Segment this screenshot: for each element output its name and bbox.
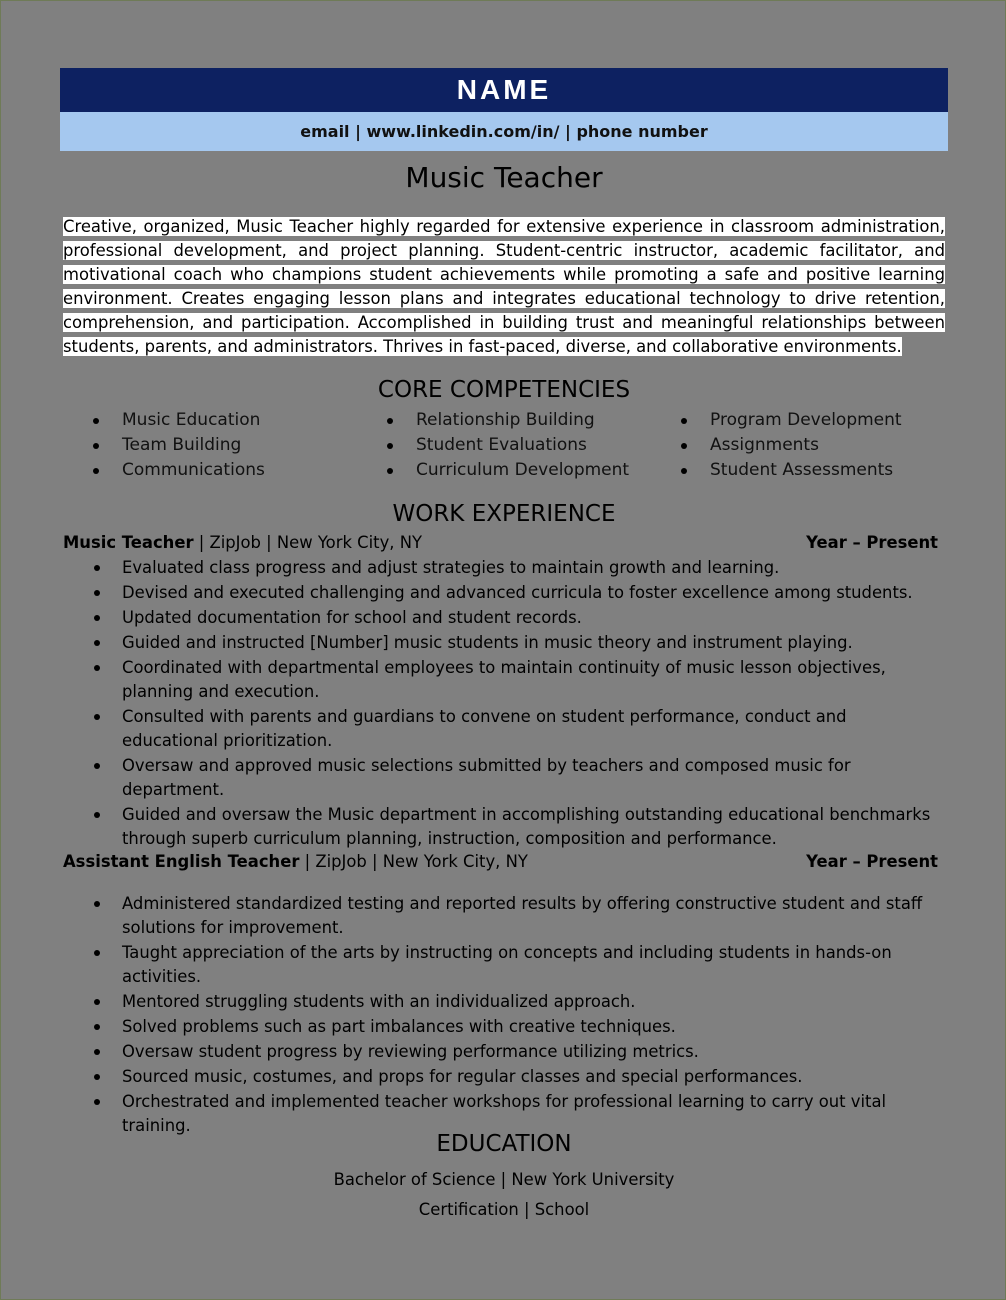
list-item: Coordinated with departmental employees to maintain continuity of music lesson objectives, planning and execution. [92, 656, 942, 704]
list-item: Oversaw and approved music selections submitted by teachers and composed music for department. [92, 754, 942, 802]
contact-banner [60, 112, 948, 151]
bullet-icon [387, 418, 393, 424]
bullet-icon [93, 443, 99, 449]
job-details: | ZipJob | New York City, NY [299, 852, 528, 871]
job-header [63, 852, 938, 871]
list-item: Solved problems such as part imbalances with creative techniques. [92, 1015, 942, 1039]
resume-title: Music Teacher [405, 161, 603, 194]
bullet-icon [94, 665, 100, 671]
candidate-name: NAME [456, 74, 552, 105]
list-item: Administered standardized testing and reported results by offering constructive student and staff solutions for improvement. [92, 892, 942, 940]
competency-item: Curriculum Development [387, 458, 629, 483]
bullet-icon [94, 950, 100, 956]
competency-item: Relationship Building [387, 408, 629, 433]
bullet-icon [94, 763, 100, 769]
bullet-icon [94, 1099, 100, 1105]
list-item: Consulted with parents and guardians to convene on student performance, conduct and educational prioritization. [92, 705, 942, 753]
bullet-icon [681, 468, 687, 474]
competency-column-2 [387, 408, 629, 483]
bullet-icon [93, 418, 99, 424]
competency-item: Communications [93, 458, 265, 483]
list-item: Updated documentation for school and student records. [92, 606, 942, 630]
bullet-icon [94, 640, 100, 646]
education-certification: Certification | School [418, 1200, 590, 1219]
bullet-icon [94, 999, 100, 1005]
list-item: Evaluated class progress and adjust strategies to maintain growth and learning. [92, 556, 942, 580]
bullet-icon [681, 443, 687, 449]
job-bullets [92, 556, 942, 852]
bullet-icon [94, 1024, 100, 1030]
bullet-icon [94, 590, 100, 596]
job-details: | ZipJob | New York City, NY [193, 533, 422, 552]
bullet-icon [387, 443, 393, 449]
list-item: Guided and oversaw the Music department in accomplishing outstanding educational benchmarks through superb curriculum planning, instruction, composition and performance. [92, 803, 942, 851]
bullet-icon [94, 812, 100, 818]
list-item: Taught appreciation of the arts by instructing on concepts and including students in hands-on activities. [92, 941, 942, 989]
list-item: Sourced music, costumes, and props for regular classes and special performances. [92, 1065, 942, 1089]
competency-column-3 [681, 408, 902, 483]
bullet-icon [94, 901, 100, 907]
bullet-icon [94, 1074, 100, 1080]
competency-item: Assignments [681, 433, 902, 458]
bullet-icon [94, 565, 100, 571]
bullet-icon [681, 418, 687, 424]
competency-item: Student Evaluations [387, 433, 629, 458]
education-degree: Bachelor of Science | New York University [333, 1170, 675, 1189]
professional-summary [63, 215, 945, 359]
summary-text: Creative, organized, Music Teacher highly regarded for extensive experience in classroom administration, professional development, and project planning. Student-centric instructor, academic facilitator, and motivational coach who champions student achievements while promoting a safe and positive learning environment. Creates engaging lesson plans and integrates educational technology to drive retention, comprehension, and participation. Accomplished in building trust and meaningful relationships between students, parents, and administrators. Thrives in fast-paced, diverse, and collaborative environments. [63, 217, 945, 356]
competency-item: Student Assessments [681, 458, 902, 483]
competency-item: Music Education [93, 408, 265, 433]
job-dates: Year – Present [806, 533, 938, 552]
bullet-icon [94, 615, 100, 621]
list-item: Orchestrated and implemented teacher workshops for professional learning to carry out vital training. [92, 1090, 942, 1138]
experience-heading: WORK EXPERIENCE [392, 501, 616, 527]
bullet-icon [94, 714, 100, 720]
job-header [63, 533, 938, 552]
name-banner [60, 68, 948, 112]
competency-column-1 [93, 408, 265, 483]
job-bullets [92, 892, 942, 1139]
contact-info: email | www.linkedin.com/in/ | phone number [300, 122, 708, 141]
job-role: Assistant English Teacher [63, 852, 300, 871]
competency-item: Team Building [93, 433, 265, 458]
job-role: Music Teacher [63, 533, 194, 552]
list-item: Oversaw student progress by reviewing performance utilizing metrics. [92, 1040, 942, 1064]
education-heading: EDUCATION [436, 1131, 572, 1157]
bullet-icon [387, 468, 393, 474]
list-item: Mentored struggling students with an individualized approach. [92, 990, 942, 1014]
competency-item: Program Development [681, 408, 902, 433]
list-item: Guided and instructed [Number] music students in music theory and instrument playing. [92, 631, 942, 655]
bullet-icon [94, 1049, 100, 1055]
job-dates: Year – Present [806, 852, 938, 871]
bullet-icon [93, 468, 99, 474]
list-item: Devised and executed challenging and advanced curricula to foster excellence among students. [92, 581, 942, 605]
competencies-heading: CORE COMPETENCIES [377, 377, 631, 403]
